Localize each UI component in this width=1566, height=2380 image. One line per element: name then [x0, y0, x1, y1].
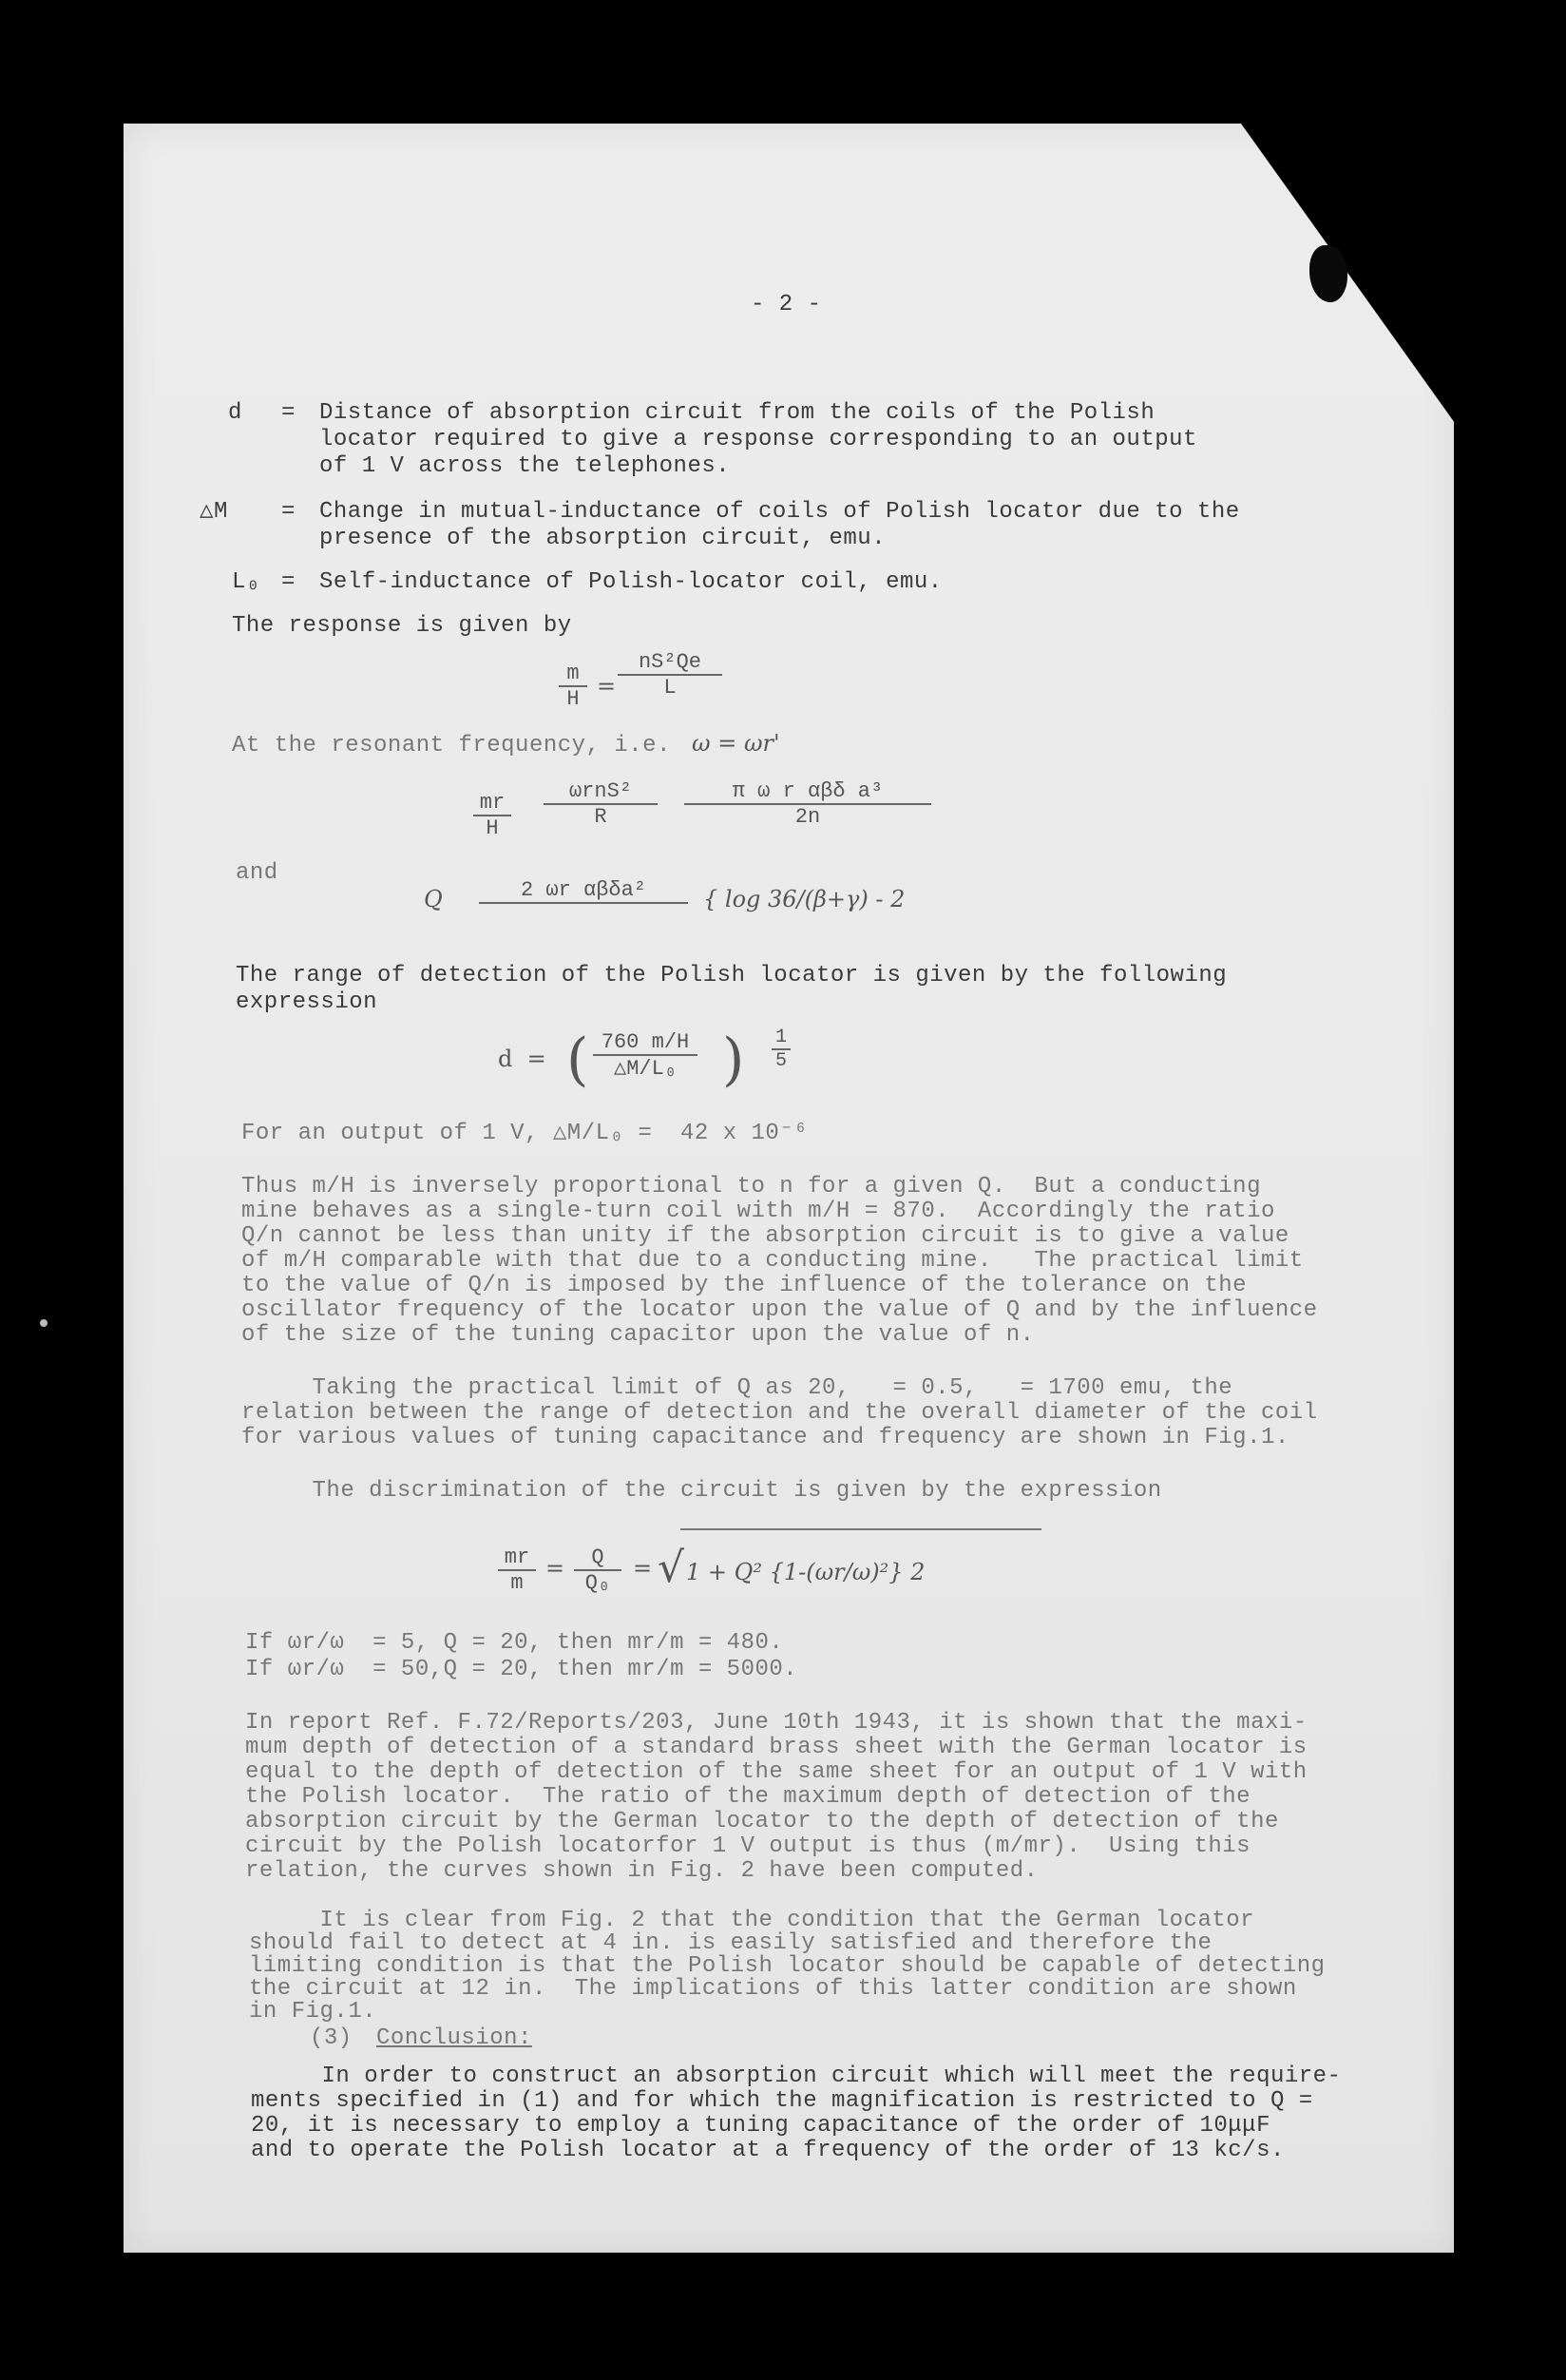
eq2-t2-den: 2n: [794, 805, 821, 829]
def-symbol-dm: △M: [200, 499, 228, 525]
para-line: equal to the depth of detection of the same sheet for an output of 1 V with: [245, 1759, 1308, 1785]
case-line: If ωr/ω = 5, Q = 20, then mr/m = 480.: [245, 1630, 784, 1656]
sqrt-icon: √: [658, 1544, 685, 1592]
eq5-equals: =: [545, 1555, 565, 1582]
eq5-lhs: [498, 1545, 536, 1595]
eq2-t2-num: π ω r αβδ a³: [684, 779, 931, 805]
output-line: For an output of 1 V, △M/L₀ = 42 x 10⁻⁶: [241, 1121, 809, 1146]
para-line: the circuit at 12 in. The implications of this latter condition are shown: [249, 1976, 1297, 2002]
def-text: Distance of absorption circuit from the coils of the Polish: [319, 400, 1155, 426]
def-text: locator required to give a response corresponding to an output: [319, 427, 1197, 452]
eq2-lhs: [473, 791, 511, 840]
para-line: circuit by the Polish locatorfor 1 V output is thus (m/mr). Using this: [245, 1833, 1251, 1859]
para-line: In order to construct an absorption circuit which will meet the require-: [251, 2063, 1342, 2089]
para-line: ments specified in (1) and for which the magnification is restricted to Q =: [251, 2088, 1313, 2114]
sqrt-bar: [680, 1528, 1041, 1530]
eq4-den: △M/L₀: [613, 1057, 678, 1081]
def-symbol-l0: L₀: [232, 569, 260, 595]
para-line: of the size of the tuning capacitor upon the value of n.: [241, 1322, 1035, 1348]
case-line: If ωr/ω = 50,Q = 20, then mr/m = 5000.: [245, 1657, 798, 1682]
para-line: absorption circuit by the German locator to the depth of detection of the: [245, 1809, 1279, 1834]
discrimination-intro: The discrimination of the circuit is given by the expression: [241, 1478, 1162, 1504]
para-line: of m/H comparable with that due to a conducting mine. The practical limit: [241, 1248, 1304, 1274]
para-line: to the value of Q/n is imposed by the influence of the tolerance on the: [241, 1273, 1248, 1298]
para-line: mum depth of detection of a standard brass sheet with the German locator is: [245, 1735, 1308, 1760]
eq5-mid: [574, 1545, 621, 1595]
eq5-mid-den: Q₀: [584, 1571, 611, 1595]
response-intro: The response is given by: [232, 613, 572, 639]
range-intro: expression: [236, 989, 378, 1015]
def-text: of 1 V across the telephones.: [319, 453, 731, 479]
eq5-lhs-den: m: [510, 1571, 524, 1595]
eq5-equals-2: =: [633, 1555, 653, 1582]
para-line: the Polish locator. The ratio of the maximum depth of detection of the: [245, 1784, 1251, 1810]
tape-mark: [1309, 245, 1347, 302]
resonant-condition: ω = ωr': [692, 730, 780, 757]
eq2-lhs-den: H: [486, 816, 499, 840]
para-line: oscillator frequency of the locator upon the value of Q and by the influence: [241, 1297, 1318, 1323]
conclusion-number: (3): [310, 2025, 353, 2051]
eq1-rhs-num: nS²Qe: [618, 650, 722, 676]
conclusion-heading: Conclusion:: [376, 2025, 532, 2051]
para-line: mine behaves as a single-turn coil with m/H = 870. Accordingly the ratio: [241, 1199, 1275, 1224]
eq2-t1-num: ωrnS²: [544, 779, 658, 805]
para-line: limiting condition is that the Polish locator should be capable of detecting: [249, 1953, 1326, 1979]
eq5-root: 1 + Q² {1-(ωr/ω)²} 2: [686, 1559, 926, 1585]
eq1-rhs-den: L: [663, 676, 677, 700]
eq1-rhs: [618, 650, 722, 700]
def-text: presence of the absorption circuit, emu.: [319, 526, 887, 551]
eq4-paren-left: (: [566, 1027, 589, 1093]
eq2-lhs-num: mr: [473, 791, 511, 816]
def-eq-dm: =: [281, 499, 296, 525]
para-line: Q/n cannot be less than unity if the absorption circuit is to give a value: [241, 1223, 1289, 1249]
eq3-lhs: Q: [424, 886, 443, 912]
eq5-lhs-num: mr: [498, 1545, 536, 1571]
para-line: Taking the practical limit of Q as 20, = 0.5, = 1700 emu, the: [241, 1375, 1233, 1401]
para-line: It is clear from Fig. 2 that the condition that the German locator: [249, 1908, 1255, 1933]
para-line: relation, the curves shown in Fig. 2 have been computed.: [245, 1858, 1039, 1884]
def-text: Self-inductance of Polish-locator coil, emu.: [319, 569, 943, 595]
eq3-frac: [479, 878, 688, 904]
def-eq-d: =: [281, 400, 296, 426]
para-line: 20, it is necessary to employ a tuning capacitance of the order of 10μμF: [251, 2113, 1270, 2139]
eq4-lhs: d =: [498, 1046, 546, 1072]
para-line: and to operate the Polish locator at a frequency of the order of 13 kc/s.: [251, 2138, 1285, 2163]
eq4-num: 760 m/H: [593, 1030, 697, 1056]
para-line: Thus m/H is inversely proportional to n for a given Q. But a conducting: [241, 1174, 1261, 1200]
speck: [40, 1319, 48, 1327]
para-line: In report Ref. F.72/Reports/203, June 10th 1943, it is shown that the maxi-: [245, 1710, 1308, 1736]
para-line: should fail to detect at 4 in. is easily satisfied and therefore the: [249, 1930, 1213, 1956]
eq5-mid-num: Q: [574, 1545, 621, 1571]
eq3-rest: { log 36/(β+γ) - 2: [703, 886, 906, 912]
eq4-exp-num: 1: [772, 1027, 791, 1050]
eq2-t1-den: R: [594, 805, 607, 829]
eq1-lhs-den: H: [566, 687, 580, 711]
eq1-lhs-num: m: [559, 662, 587, 687]
def-eq-l0: =: [281, 569, 296, 595]
def-text: Change in mutual-inductance of coils of Polish locator due to the: [319, 499, 1240, 525]
eq1-equals: =: [597, 673, 617, 700]
resonant-intro: At the resonant frequency, i.e.: [232, 733, 671, 758]
and-label: and: [236, 860, 278, 886]
eq4-frac: [593, 1030, 697, 1081]
para-line: in Fig.1.: [249, 1999, 377, 2025]
range-intro: The range of detection of the Polish locator is given by the following: [236, 963, 1228, 988]
para-line: relation between the range of detection and the overall diameter of the coil: [241, 1400, 1318, 1426]
eq4-exp-den: 5: [774, 1050, 787, 1072]
eq4-paren-right: ): [722, 1027, 745, 1093]
eq1-lhs: [559, 662, 587, 711]
para-line: for various values of tuning capacitance and frequency are shown in Fig.1.: [241, 1425, 1289, 1450]
eq2-term2: [684, 779, 931, 829]
eq3-num: 2 ωr αβδa²: [479, 878, 688, 904]
def-symbol-d: d: [228, 400, 242, 426]
page-number: - 2 -: [751, 292, 822, 317]
eq4-exponent: [772, 1027, 791, 1072]
eq2-term1: [544, 779, 658, 829]
